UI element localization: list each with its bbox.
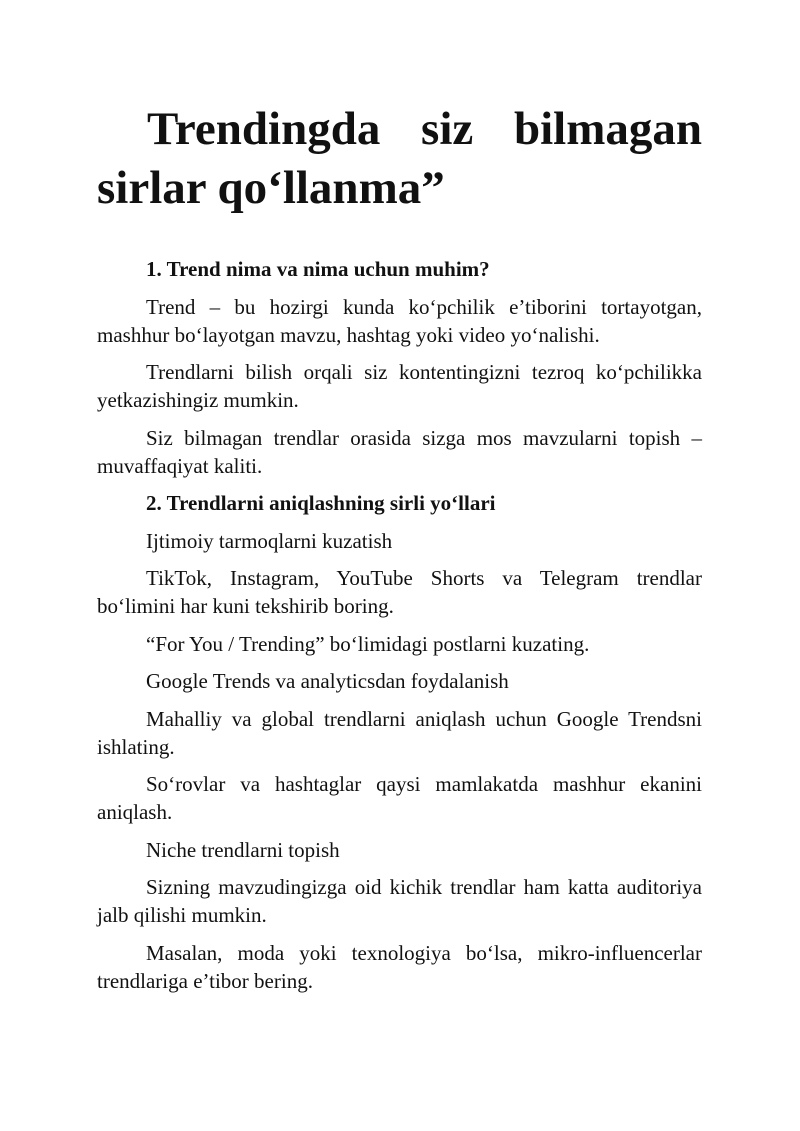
section-heading-1: 1. Trend nima va nima uchun muhim? xyxy=(146,257,490,281)
document-title: Trendingda siz bilmagan sirlar qo‘llanma” xyxy=(97,103,702,214)
paragraph-small-trends: Sizning mavzudingizga oid kichik trendlar ham katta auditoriya jalb qilishi mumkin. xyxy=(97,875,702,927)
section-heading-2: 2. Trendlarni aniqlashning sirli yo‘llari xyxy=(146,491,496,515)
paragraph-hashtags-country: So‘rovlar va hashtaglar qaysi mamlakatda mashhur ekanini aniqlash. xyxy=(97,772,702,824)
page-content xyxy=(97,100,702,1004)
paragraph-trend-definition: Trend – bu hozirgi kunda ko‘pchilik e’tiborini tortayotgan, mashhur bo‘layotgan mavzu, hashtag yoki video yo‘nalishi. xyxy=(97,294,702,347)
paragraph-for-you: “For You / Trending” bo‘limidagi postlarni kuzating. xyxy=(146,631,590,656)
paragraph-local-global: Mahalliy va global trendlarni aniqlash uchun Google Trendsni ishlating. xyxy=(97,706,702,759)
paragraph-social-monitoring: Ijtimoiy tarmoqlarni kuzatish xyxy=(146,528,393,553)
paragraph-success-key: Siz bilmagan trendlar orasida sizga mos mavzularni topish – muvaffaqiyat kaliti. xyxy=(97,425,702,478)
paragraph-micro-influencers: Masalan, moda yoki texnologiya bo‘lsa, mikro-influencerlar trendlariga e’tibor bering. xyxy=(97,940,702,993)
paragraph-google-trends: Google Trends va analyticsdan foydalanish xyxy=(146,669,509,693)
paragraph-trend-knowledge: Trendlarni bilish orqali siz kontentingizni tezroq ko‘pchilikka yetkazishingiz mumkin. xyxy=(97,360,702,412)
paragraph-platforms: TikTok, Instagram, YouTube Shorts va Telegram trendlar bo‘limini har kuni tekshirib boring. xyxy=(97,566,702,618)
paragraph-niche-trends: Niche trendlarni topish xyxy=(146,837,340,862)
document-body xyxy=(97,255,702,995)
